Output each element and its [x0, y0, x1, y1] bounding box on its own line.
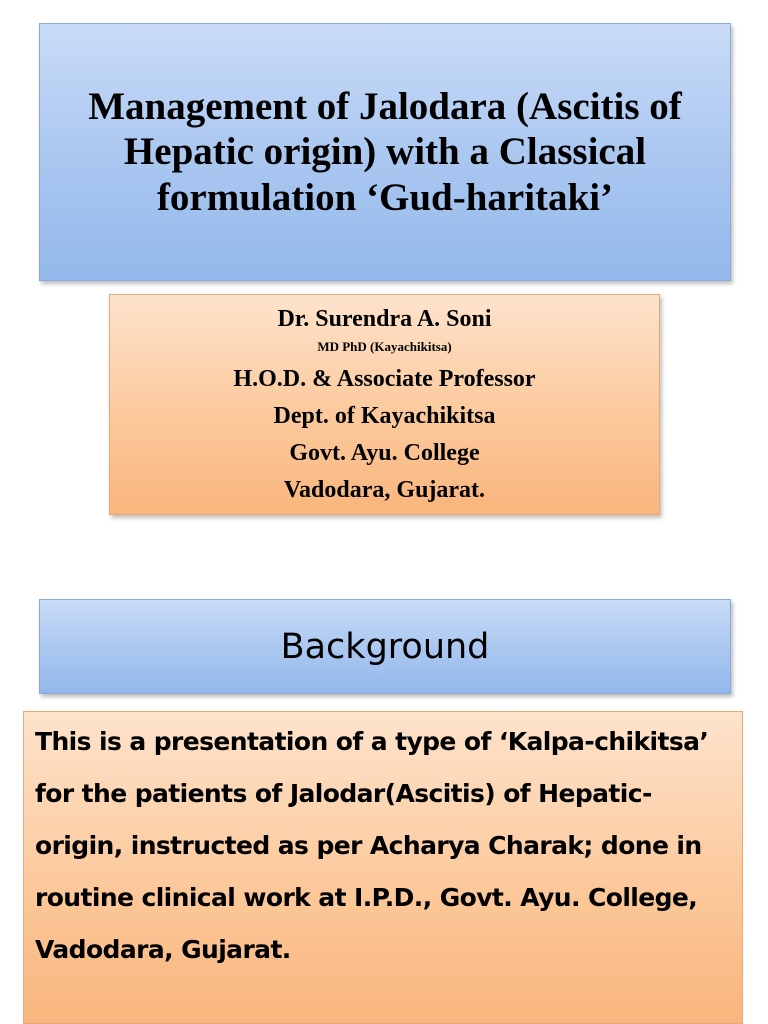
author-location: Vadodara, Gujarat.	[283, 477, 486, 503]
background-header-box	[39, 599, 731, 694]
author-institution: Govt. Ayu. College	[289, 440, 480, 466]
background-body-box	[23, 711, 743, 1024]
author-degree: MD PhD (Kayachikitsa)	[317, 339, 452, 354]
background-heading: Background	[280, 626, 490, 667]
author-name: Dr. Surendra A. Soni	[277, 306, 492, 332]
author-department: Dept. of Kayachikitsa	[273, 403, 496, 429]
document-title: Management of Jalodara (Ascitis of Hepatic origin) with a Classical formulation ‘Gud-haritaki’	[88, 85, 682, 219]
author-position: H.O.D. & Associate Professor	[233, 366, 536, 392]
title-box	[39, 23, 731, 281]
author-box	[109, 294, 660, 515]
background-text: This is a presentation of a type of ‘Kalpa-chikitsa’ for the patients of Jalodar(Ascitis) of Hepatic-origin, instructed as per Acharya Charak; done in routine clinical work at I.P.D., Govt. Ayu. College, Vadodara, Gujarat.	[35, 727, 709, 964]
